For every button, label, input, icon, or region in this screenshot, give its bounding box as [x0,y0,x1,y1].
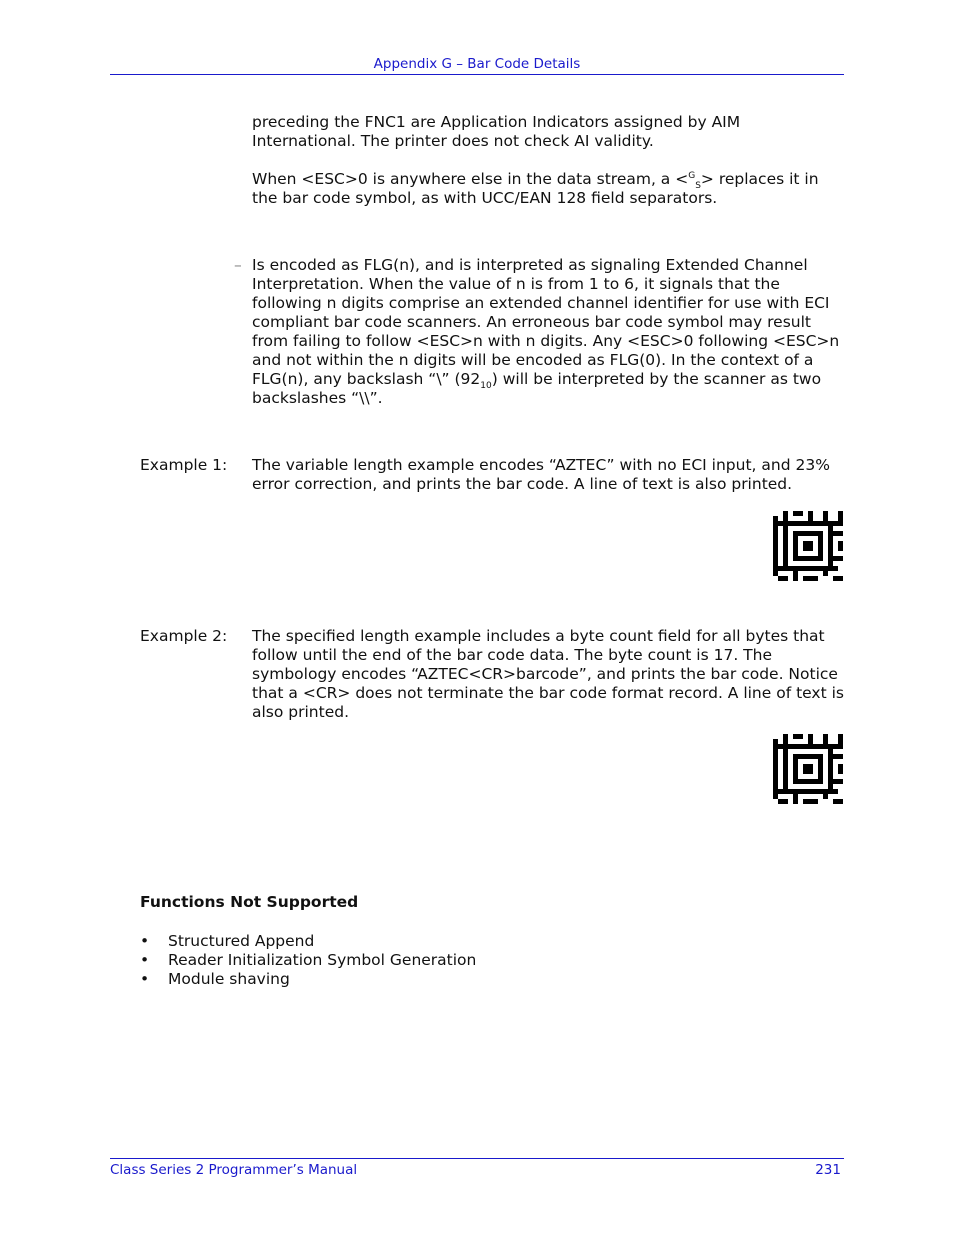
page-header: Appendix G – Bar Code Details [373,56,581,72]
paragraph-esc0-end: > replaces it in the bar code symbol, as with UCC/EAN 128 field separators. [252,170,819,207]
list-item [140,970,476,989]
bullet: • [140,951,150,969]
bullet: • [140,932,150,950]
list-item-text: Structured Append [168,932,315,950]
paragraph-eci-start: Is encoded as FLG(n), and is interpreted as signaling Extended Channel Interpretation. When the value of n is from 1 to 6, it signals that the following n digits comprise an extended channel identifier for use with ECI compliant bar code scanners. An erroneous bar code symbol may result from failing to follow <ESC>n with n digits. Any <ESC>0 following <ESC>n and not within the n digits will be encoded as FLG(0). In the context of a FLG(n), any backslash “\” (92 [252,256,840,388]
paragraph-eci [252,256,844,408]
footer-rule [110,1158,844,1159]
paragraph-eci-end: ) will be interpreted by the scanner as two backslashes “\\”. [252,370,822,407]
gs-superscript: G [688,170,696,181]
list-item-text: Module shaving [168,970,290,988]
paragraph-ai: preceding the FNC1 are Application Indicators assigned by AIM International. The printer does not check AI validity. [252,113,741,150]
decimal-subscript: 10 [480,381,492,392]
list-item [140,951,476,970]
aztec-barcode-1 [773,511,843,581]
example-2-text: The specified length example includes a byte count field for all bytes that follow until the end of the bar code data. The byte count is 17. The symbology encodes “AZTEC<CR>barcode”, and prints the bar code. Notice that a <CR> does not terminate the bar code format record. A line of text is also printed. [252,627,844,721]
example-1-label: Example 1: [140,456,228,474]
header-rule [110,74,844,75]
list-item [140,932,476,951]
list-item-text: Reader Initialization Symbol Generation [168,951,477,969]
bullet: • [140,970,150,988]
paragraph-esc0 [252,170,844,208]
paragraph-esc0-start: When <ESC>0 is anywhere else in the data stream, a < [252,170,689,188]
footer-manual-title: Class Series 2 Programmer’s Manual [110,1162,358,1178]
dash-marker: – [234,256,242,274]
gs-subscript: S [695,181,701,192]
example-2-label: Example 2: [140,627,228,645]
functions-heading: Functions Not Supported [140,893,359,911]
unsupported-functions-list [140,932,476,989]
example-1-text: The variable length example encodes “AZTEC” with no ECI input, and 23% error correction, and prints the bar code. A line of text is also printed. [252,456,830,493]
page-number: 231 [815,1162,841,1178]
aztec-barcode-2 [773,734,843,804]
